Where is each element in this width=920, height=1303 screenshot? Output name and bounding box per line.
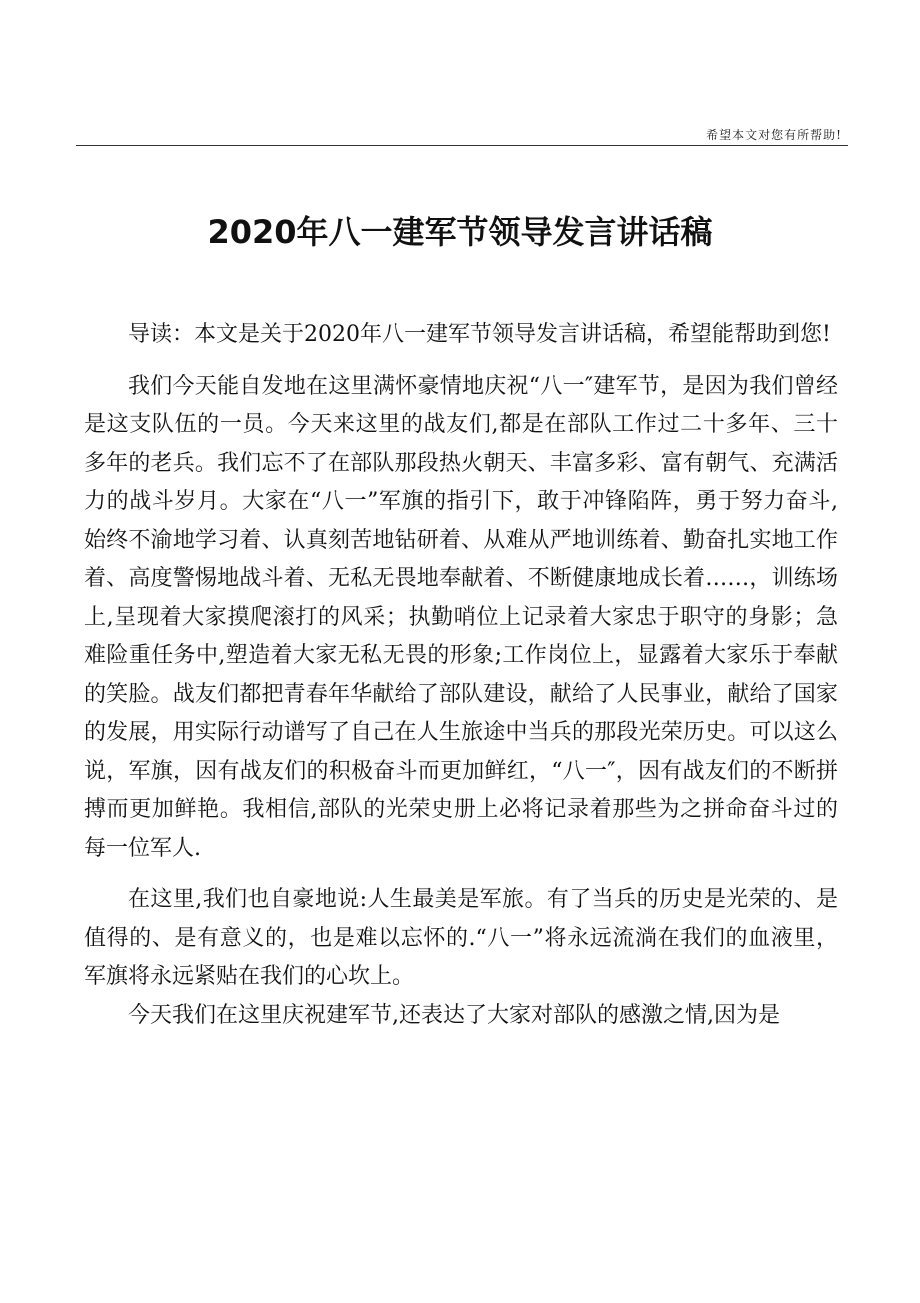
header-note: 希望本文对您有所帮助! <box>706 128 842 142</box>
document-body <box>84 316 838 1035</box>
body-paragraph-2: 在这里,我们也自豪地说:人生最美是军旅。有了当兵的历史是光荣的、是值得的、是有意义的，也是难以忘怀的.“八一”将永远流淌在我们的血液里，军旗将永远紧贴在我们的心坎上。 <box>84 887 838 989</box>
header-divider <box>76 145 848 146</box>
body-paragraph-1: 我们今天能自发地在这里满怀豪情地庆祝“八一″建军节，是因为我们曾经是这支队伍的一员。今天来这里的战友们,都是在部队工作过二十多年、三十多年的老兵。我们忘不了在部队那段热火朝天、丰富多彩、富有朝气、充满活力的战斗岁月。大家在“八一”军旗的指引下，敢于冲锋陷阵，勇于努力奋斗,始终不渝地学习着、认真刻苦地钻研着、从难从严地训练着、勤奋扎实地工作着、高度警惕地战斗着、无私无畏地奉献着、不断健康地成长着……，训练场上,呈现着大家摸爬滚打的风采；执勤哨位上记录着大家忠于职守的身影；急难险重任务中,塑造着大家无私无畏的形象;工作岗位上，显露着大家乐于奉献的笑脸。战友们都把青春年华献给了部队建设，献给了人民事业，献给了国家的发展，用实际行动谱写了自己在人生旅途中当兵的那段光荣历史。可以这么说，军旗，因有战友们的积极奋斗而更加鲜红，“八一″，因有战友们的不断拼搏而更加鲜艳。我相信,部队的光荣史册上必将记录着那些为之拼命奋斗过的每一位军人. <box>84 373 838 861</box>
intro-paragraph: 导读：本文是关于2020年八一建军节领导发言讲话稿，希望能帮助到您! <box>128 322 831 347</box>
body-paragraph-3: 今天我们在这里庆祝建军节,还表达了大家对部队的感激之情,因为是 <box>128 1002 780 1028</box>
document-title: 2020年八一建军节领导发言讲话稿 <box>207 213 713 251</box>
